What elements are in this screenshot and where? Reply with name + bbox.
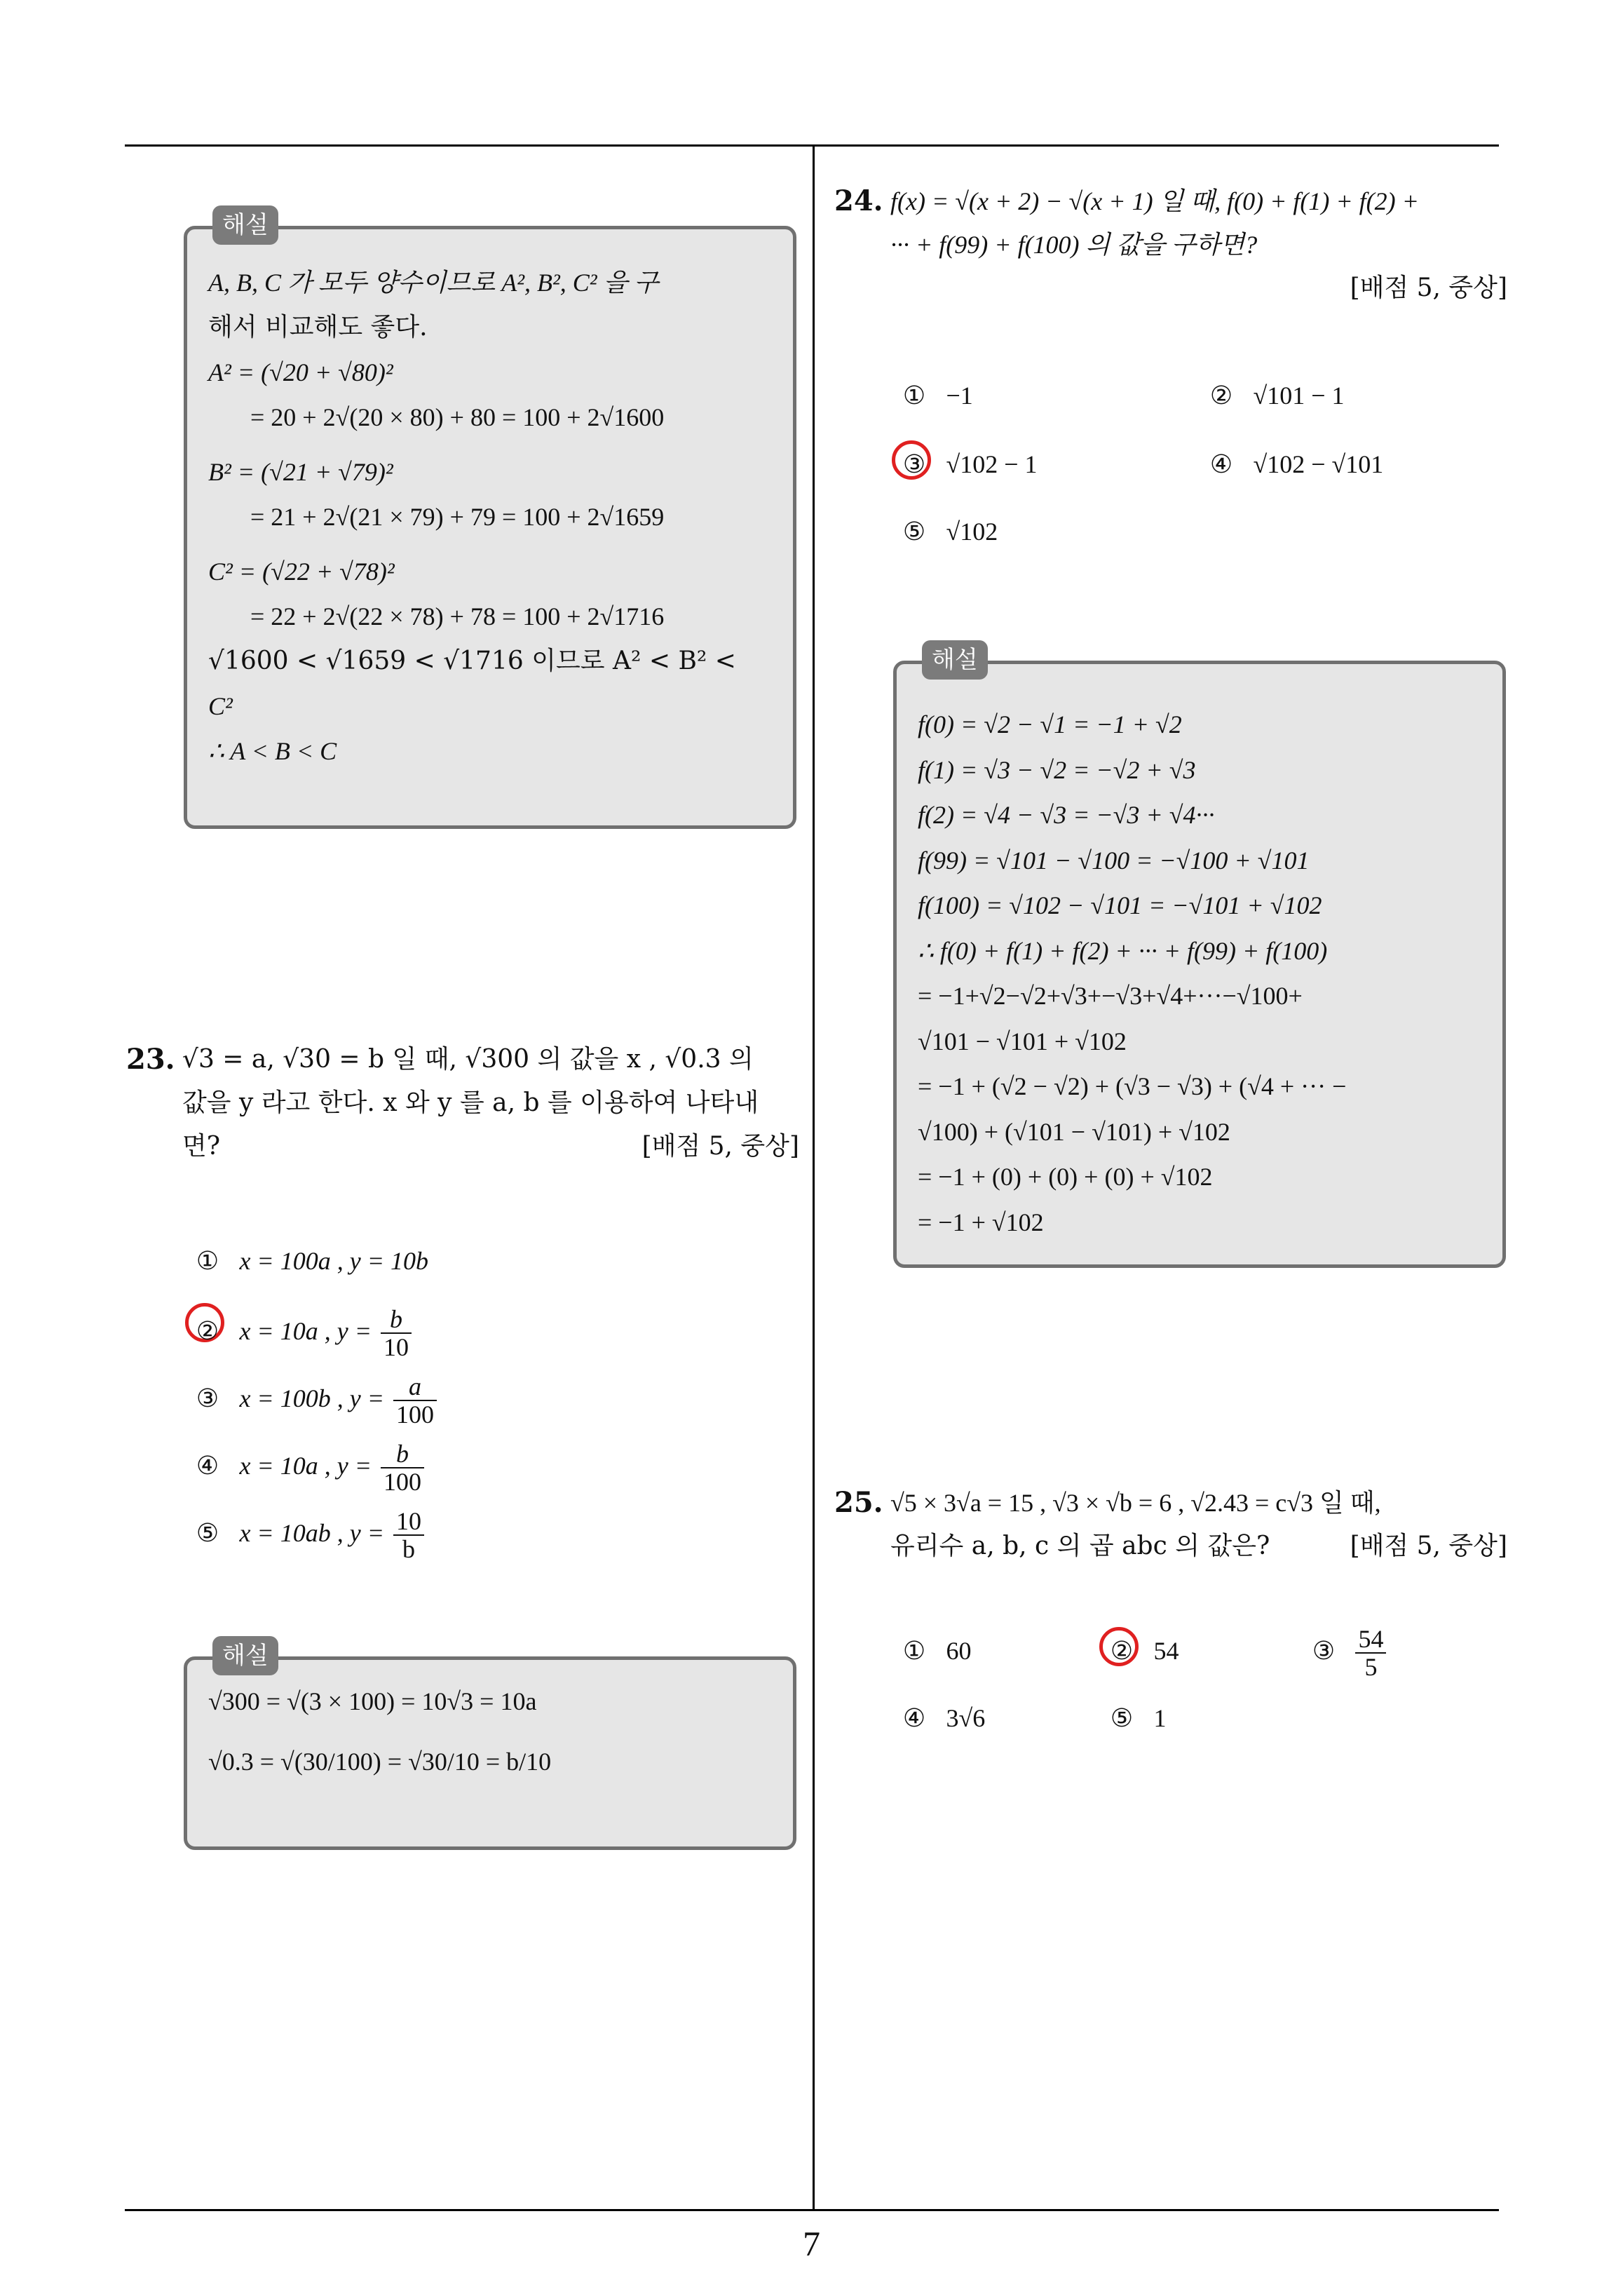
- solution-tag: 해설: [922, 640, 988, 680]
- q22-solution-body: [208, 260, 776, 774]
- q24-sol-line: = −1 + (0) + (0) + (0) + √102: [918, 1163, 1213, 1191]
- choice-marker: ③: [902, 450, 926, 479]
- q24-sol-line: = −1+√2−√2+√3+−√3+√4+···−√100+: [918, 982, 1303, 1010]
- bottom-rule: [125, 2209, 1499, 2211]
- q25-text-line: 유리수 a, b, c 의 곱 abc 의 값은?: [890, 1532, 1270, 1560]
- q24-choice-4[interactable]: [1207, 443, 1383, 486]
- choice-marker: ②: [1209, 381, 1233, 410]
- q22-sol-line: A, B, C 가 모두 양수이므로 A², B², C² 을 구: [208, 269, 659, 297]
- q24-solution-box: [893, 646, 1506, 1268]
- solution-tag: 해설: [212, 1636, 278, 1675]
- choice-marker: ②: [1110, 1637, 1134, 1666]
- q23-text-line: 면?: [182, 1132, 221, 1161]
- top-rule: [125, 144, 1499, 147]
- choice-text: x = 100a , y = 10b: [239, 1247, 428, 1275]
- q23-solution-box: [184, 1642, 796, 1850]
- q25-choice-3[interactable]: [1310, 1626, 1389, 1680]
- choice-text: √102 − √101: [1253, 450, 1384, 478]
- q24-sol-line: f(0) = √2 − √1 = −1 + √2: [918, 710, 1182, 738]
- choice-marker: ①: [902, 381, 926, 410]
- choice-text: 60: [946, 1637, 972, 1665]
- column-divider: [813, 144, 815, 2210]
- q25-number: 25.: [834, 1486, 883, 1519]
- q23-sol-line: √300 = √(3 × 100) = 10√3 = 10a: [208, 1687, 537, 1715]
- q25-text-line: √5 × 3√a = 15 , √3 × √b = 6 , √2.43 = c√3 일 때,: [890, 1489, 1381, 1517]
- q24-sol-line: ∴ f(0) + f(1) + f(2) + ··· + f(99) + f(100): [918, 936, 1328, 965]
- q25-choice-4[interactable]: [900, 1697, 985, 1740]
- q22-sol-line: 해서 비교해도 좋다.: [208, 313, 428, 342]
- choice-text: x = 100b , y =: [239, 1384, 391, 1412]
- q22-sol-line: = 21 + 2√(21 × 79) + 79 = 100 + 2√1659: [250, 503, 665, 531]
- choice-text: 54: [1153, 1637, 1179, 1665]
- q24-solution-body: [918, 702, 1486, 1245]
- q24-sol-line: f(99) = √101 − √100 = −√100 + √101: [918, 846, 1310, 874]
- q23-text-line: √3 = a, √30 = b 일 때, √300 의 값을 x , √0.3 의: [182, 1045, 754, 1074]
- q23-score: [배점 5, 중상]: [641, 1132, 799, 1161]
- choice-marker: ①: [902, 1637, 926, 1666]
- q23-text-line: 값을 y 라고 한다. x 와 y 를 a, b 를 이용하여 나타내: [182, 1088, 759, 1117]
- q25-choice-5[interactable]: [1108, 1697, 1166, 1740]
- choice-marker: ①: [196, 1247, 219, 1276]
- q24-text-line: ··· + f(99) + f(100) 의 값을 구하면?: [890, 231, 1258, 259]
- choice-marker: ②: [196, 1317, 219, 1346]
- q25-score: [배점 5, 중상]: [1350, 1532, 1507, 1560]
- page-number: 7: [803, 2224, 820, 2263]
- q23-choice-3[interactable]: [193, 1373, 440, 1428]
- q22-sol-line: B² = (√21 + √79)²: [208, 458, 393, 486]
- q24-number: 24.: [834, 184, 883, 217]
- q24-choice-3[interactable]: [900, 443, 1038, 486]
- q24-sol-line: = −1 + √102: [918, 1208, 1044, 1236]
- solution-tag: 해설: [212, 205, 278, 245]
- choice-marker: ④: [902, 1704, 926, 1733]
- choice-text: x = 10ab , y =: [239, 1519, 391, 1547]
- choice-marker: ④: [1209, 450, 1233, 479]
- choice-marker: ⑤: [902, 518, 926, 546]
- q23-number: 23.: [126, 1043, 175, 1076]
- q25-choice-2[interactable]: [1108, 1630, 1179, 1673]
- choice-text: 3√6: [946, 1704, 986, 1732]
- q23-choice-2[interactable]: [193, 1306, 414, 1360]
- q24-text-line: f(x) = √(x + 2) − √(x + 1) 일 때, f(0) + f(1) + f(2) +: [890, 187, 1419, 215]
- fraction: $\frac{b}{10}$: [381, 1306, 412, 1360]
- q24-sol-line: √101 − √101 + √102: [918, 1027, 1127, 1055]
- fraction: $\frac{10}{b}$: [393, 1508, 424, 1562]
- q23-stem: [126, 1038, 799, 1168]
- q24-sol-line: = −1 + (√2 − √2) + (√3 − √3) + (√4 + ··· −: [918, 1072, 1347, 1100]
- choice-marker: ③: [196, 1384, 219, 1413]
- q22-sol-line: = 20 + 2√(20 × 80) + 80 = 100 + 2√1600: [250, 403, 665, 431]
- q22-sol-line: √1600 < √1659 < √1716 이므로 A² < B² <: [208, 647, 736, 675]
- q22-sol-line: C²: [208, 692, 233, 720]
- q25-stem: [834, 1481, 1507, 1568]
- q24-choice-1[interactable]: [900, 374, 973, 417]
- q25-choice-1[interactable]: [900, 1630, 971, 1673]
- choice-text: √102: [946, 518, 998, 546]
- choice-text: x = 10a , y =: [239, 1317, 378, 1345]
- q22-sol-line: C² = (√22 + √78)²: [208, 558, 395, 586]
- choice-marker: ⑤: [1110, 1704, 1134, 1733]
- q23-solution-body: [208, 1671, 776, 1792]
- choice-text: x = 10a , y =: [239, 1452, 378, 1480]
- q24-sol-line: f(2) = √4 − √3 = −√3 + √4···: [918, 801, 1215, 829]
- q24-choice-2[interactable]: [1207, 374, 1345, 417]
- q22-sol-line: A² = (√20 + √80)²: [208, 358, 393, 386]
- fraction: $\frac{54}{5}$: [1355, 1626, 1386, 1680]
- fraction: $\frac{b}{100}$: [381, 1440, 424, 1495]
- q24-score: [배점 5, 중상]: [1350, 274, 1507, 302]
- q22-sol-line: ∴ A < B < C: [208, 737, 337, 765]
- choice-text: 1: [1153, 1704, 1167, 1732]
- q23-choice-4[interactable]: [193, 1440, 427, 1495]
- q22-solution-box: [184, 211, 796, 829]
- q24-sol-line: f(1) = √3 − √2 = −√2 + √3: [918, 755, 1196, 784]
- choice-text: √102 − 1: [946, 450, 1038, 478]
- q23-choice-1[interactable]: [193, 1240, 428, 1283]
- q24-choice-5[interactable]: [900, 511, 998, 553]
- q22-sol-line: = 22 + 2√(22 × 78) + 78 = 100 + 2√1716: [250, 602, 665, 630]
- q24-sol-line: √100) + (√101 − √101) + √102: [918, 1117, 1230, 1146]
- q23-choice-5[interactable]: [193, 1508, 427, 1562]
- q24-stem: [834, 180, 1507, 310]
- choice-text: −1: [946, 381, 973, 410]
- choice-marker: ④: [196, 1452, 219, 1480]
- choice-marker: ⑤: [196, 1519, 219, 1548]
- choice-marker: ③: [1312, 1637, 1336, 1666]
- choice-text: √101 − 1: [1253, 381, 1345, 410]
- q24-sol-line: f(100) = √102 − √101 = −√101 + √102: [918, 891, 1322, 919]
- fraction: $\frac{a}{100}$: [393, 1373, 437, 1428]
- q23-sol-line: √0.3 = √(30/100) = √30/10 = b/10: [208, 1748, 552, 1776]
